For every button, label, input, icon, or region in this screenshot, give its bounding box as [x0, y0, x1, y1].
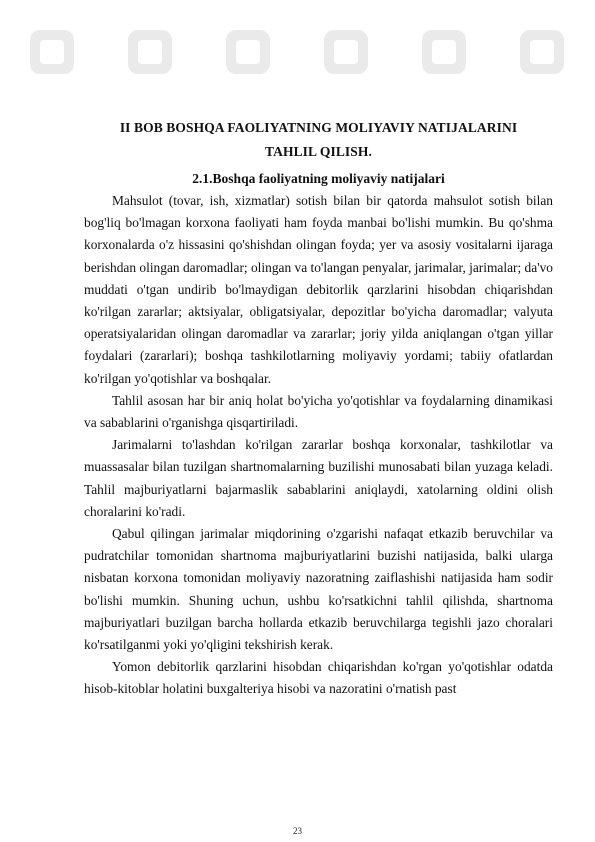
paragraph-1: Mahsulot (tovar, ish, xizmatlar) sotish bilan bir qatorda mahsulot sotish bilan bog'liq bo'lmagan korxona faoliyati ham foyda manbai bo'lishi mumkin. Bu qo'shma korxonalarda o'z hissasini qo'shishdan olingan foyda; yer va asosiy vositalarni ijaraga berishdan olingan daromadlar; olingan va to'langan penyalar, jarimalar, jarimalar; da'vo muddati o'tgan undirib bo'lmaydigan debitorlik qarzlarini hisobdan chiqarishdan ko'rilgan zararlar; aktsiyalar, obligatsiyalar, depozitlar bo'yicha daromadlar; valyuta operatsiyalaridan olingan daromadlar va zararlar; joriy yilda aniqlangan o'tgan yillar foydalari (zararlari); boshqa tashkilotlarning moliyaviy yordami; tabiiy ofatlardan ko'rilgan yo'qotishlar va boshqalar. [84, 193, 553, 386]
watermark-icon [512, 22, 572, 82]
paragraph-4: Qabul qilingan jarimalar miqdorining o'zgarishi nafaqat etkazib beruvchilar va pudratchilar tomonidan shartnoma majburiyatlarini buzishi natijasida, balki ularga nisbatan korxona tomonidan moliyaviy nazoratning zaiflashishi natijasida ham sodir bo'lishi mumkin. Shuning uchun, ushbu ko'rsatkichni tahlil qilishda, shartnoma majburiyatlari buzilgan barcha hollarda etkazib beruvchilarga tegishli jazo choralari ko'rsatilganmi yoki yo'qligini tekshirish kerak. [84, 526, 553, 653]
document-page [84, 116, 553, 701]
watermark-icon [120, 22, 180, 82]
watermark-icon [316, 22, 376, 82]
watermark-icon [218, 22, 278, 82]
paragraph-5: Yomon debitorlik qarzlarini hisobdan chiqarishdan ko'rgan yo'qotishlar odatda hisob-kitoblar holatini buxgalteriya hisobi va nazoratini o'rnatish past [84, 659, 553, 697]
chapter-title-line-2: TAHLIL QILISH. [265, 144, 372, 159]
paragraph-3: Jarimalarni to'lashdan ko'rilgan zararlar boshqa korxonalar, tashkilotlar va muassasalar bilan tuzilgan shartnomalarning buzilishi munosabati bilan yuzaga keladi. Tahlil majburiyatlarni bajarmaslik sabablarini aniqlaydi, xatolarning oldini olish choralarini ko'radi. [84, 437, 553, 519]
watermark-icon [22, 22, 82, 82]
paragraph-2: Tahlil asosan har bir aniq holat bo'yicha yo'qotishlar va foydalarning dinamikasi va sabablarini o'rganishga qisqartiriladi. [84, 392, 553, 431]
section-title: 2.1.Boshqa faoliyatning moliyaviy natijalari [192, 171, 445, 186]
chapter-title [84, 116, 553, 164]
chapter-title-line-1: II BOB BOSHQA FAOLIYATNING MOLIYAVIY NATIJALARINI [119, 120, 518, 135]
watermark-icon [414, 22, 474, 82]
page-number: 23 [293, 826, 302, 836]
